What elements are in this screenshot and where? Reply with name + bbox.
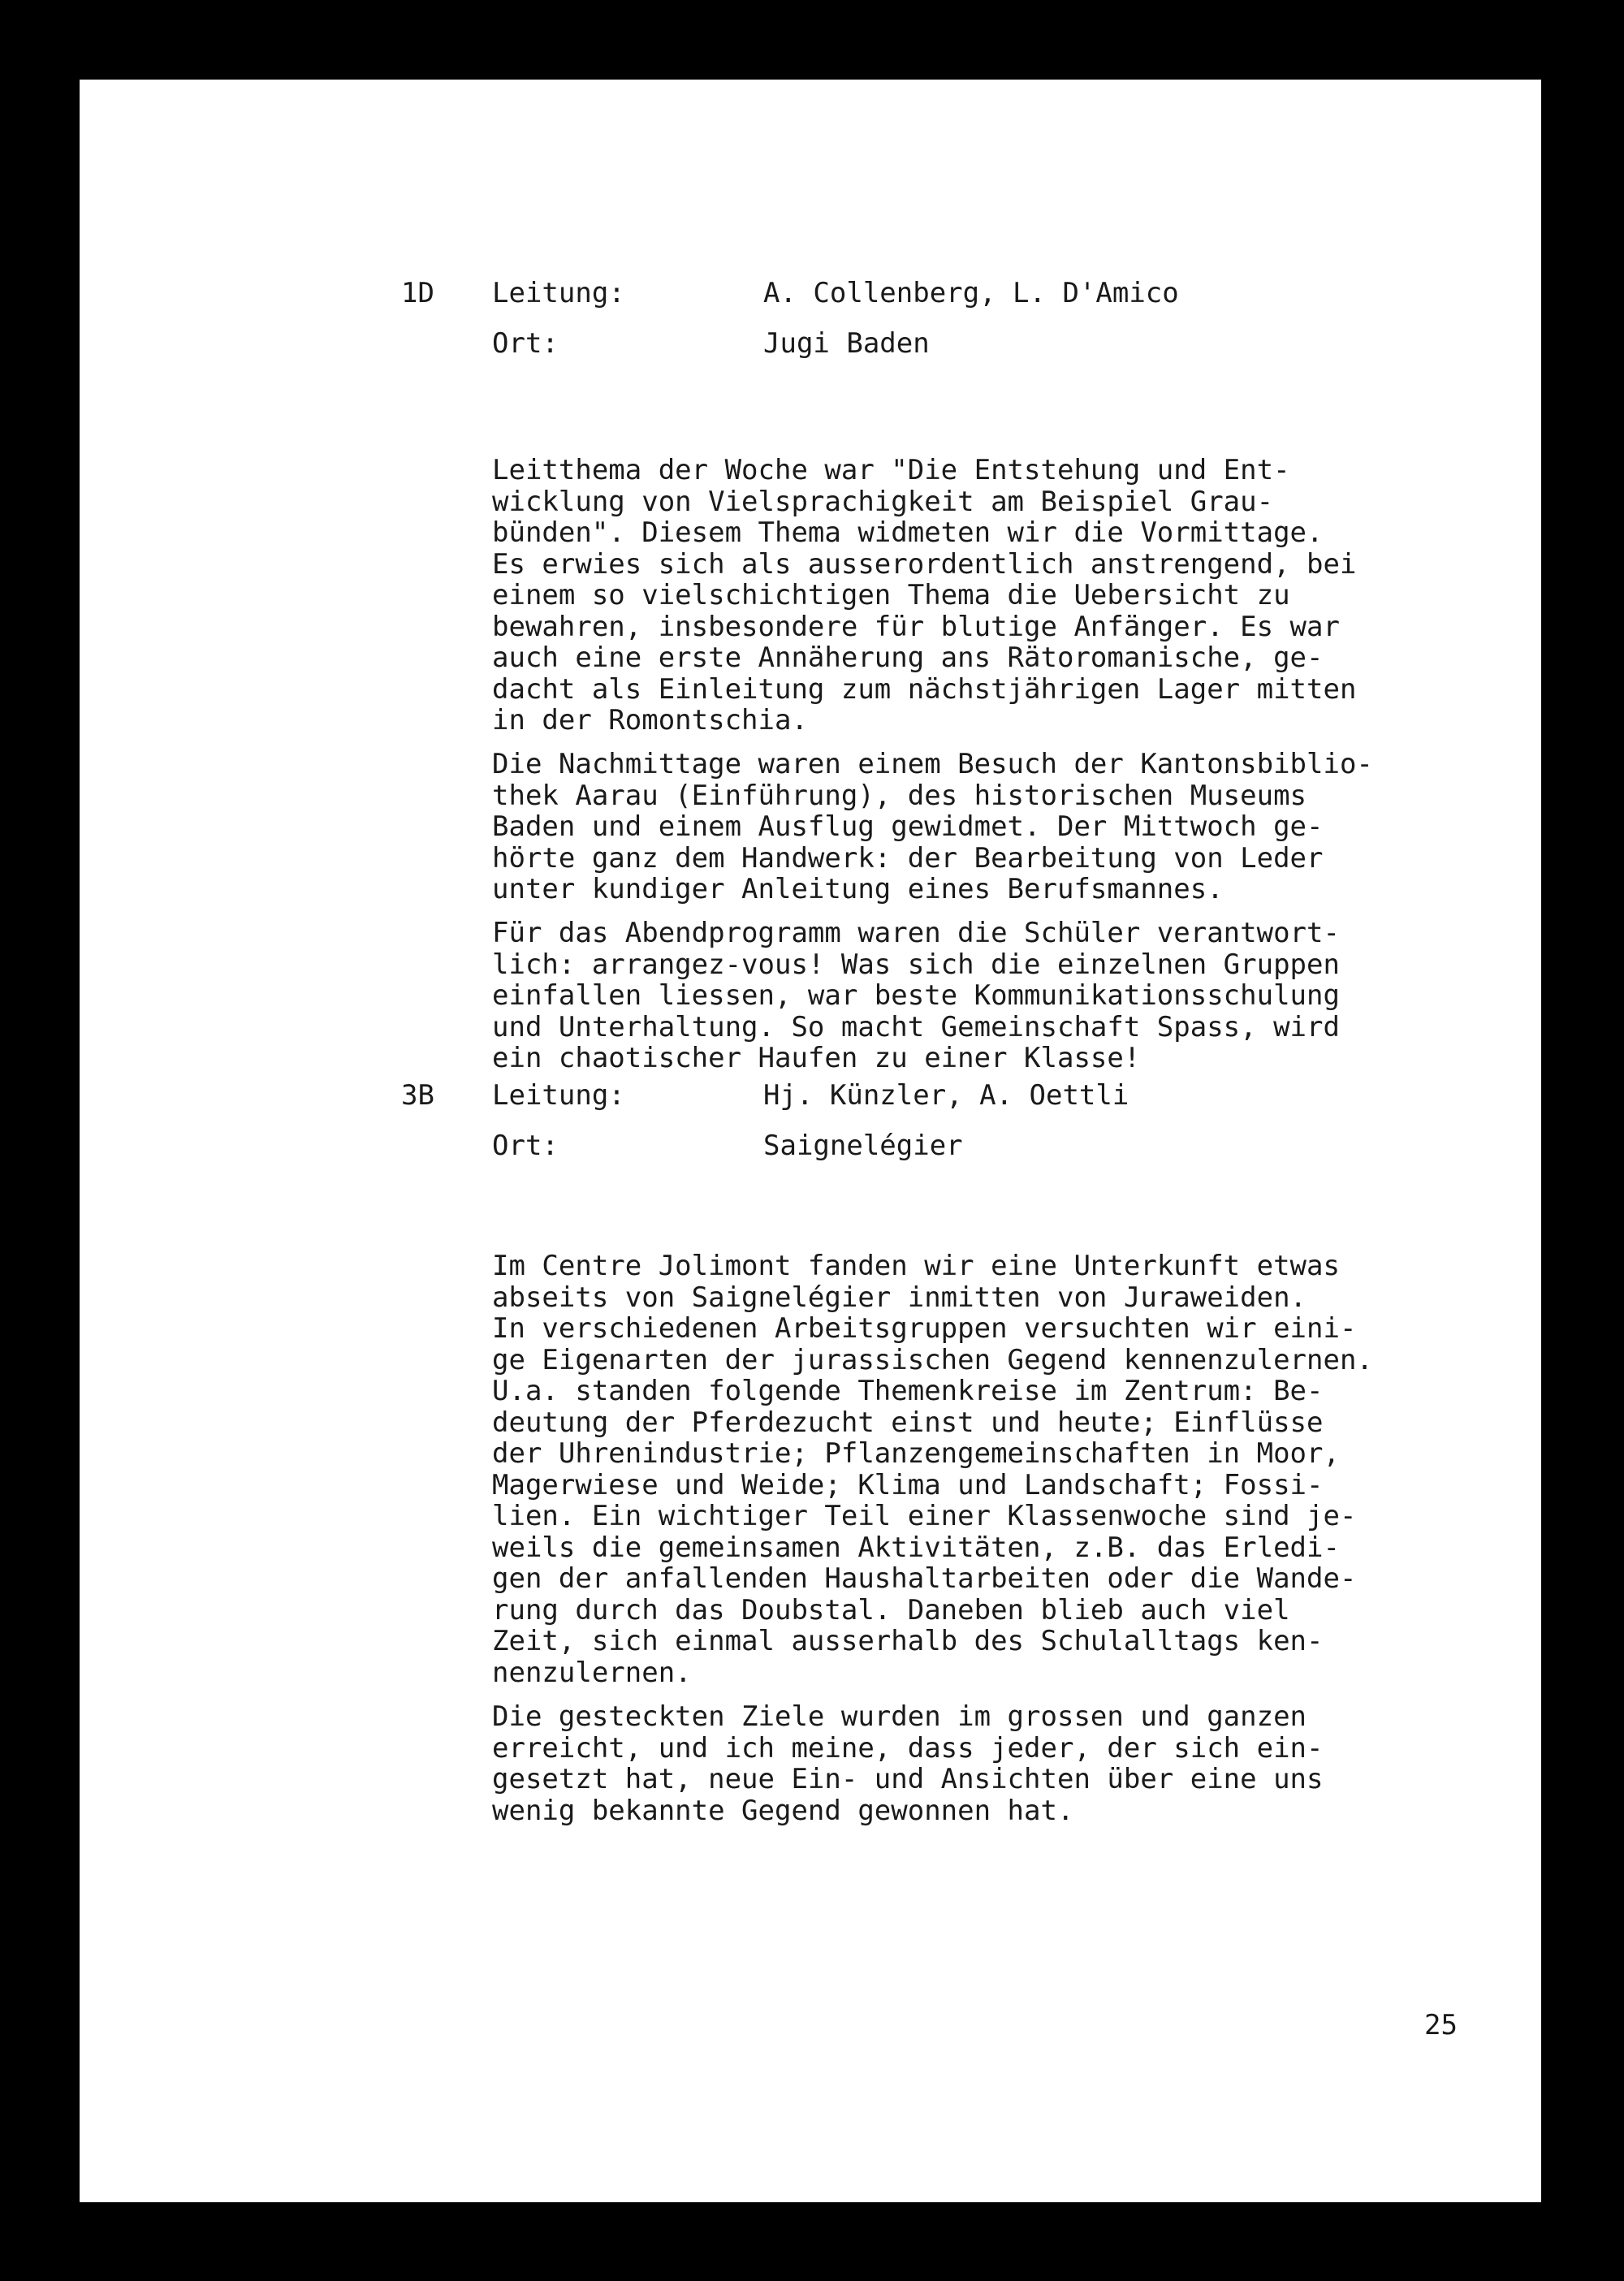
paragraph: Für das Abendprogramm waren die Schüler verantwort- lich: arrangez-vous! Was sich die einzelnen Gruppen einfallen liessen, war beste Kommunikationsschulung und Unterhaltung. So macht Gemeinschaft Spass, wird ein chaotischer Haufen zu einer Klasse! <box>492 917 1340 1074</box>
leitung-label: Leitung: <box>492 1079 625 1112</box>
page-number: 25 <box>1424 2009 1458 2041</box>
section-1d <box>80 268 1541 1074</box>
ort-value: Saignelégier <box>763 1130 963 1162</box>
ort-row <box>80 1121 1541 1171</box>
leitung-row <box>80 1070 1541 1121</box>
leitung-value: A. Collenberg, L. D'Amico <box>763 277 1179 309</box>
paragraph: Die gesteckten Ziele wurden im grossen und ganzen erreicht, und ich meine, dass jeder, der sich ein- gesetzt hat, neue Ein- und Ansichten über eine uns wenig bekannte Gegend gewonnen hat. <box>492 1700 1324 1827</box>
leitung-label: Leitung: <box>492 277 625 309</box>
leitung-value: Hj. Künzler, A. Oettli <box>763 1079 1129 1112</box>
document-page <box>80 80 1541 2202</box>
paragraph: Die Nachmittage waren einem Besuch der Kantonsbiblio- thek Aarau (Einführung), des historischen Museums Baden und einem Ausflug gewidmet. Der Mittwoch ge- hörte ganz dem Handwerk: der Bearbeitung von Leder unter kundiger Anleitung eines Berufsmannes. <box>492 748 1373 905</box>
section-3b <box>80 1070 1541 1827</box>
section-code: 3B <box>401 1079 434 1112</box>
ort-label: Ort: <box>492 1130 559 1162</box>
ort-label: Ort: <box>492 327 559 360</box>
paragraph: Im Centre Jolimont fanden wir eine Unterkunft etwas abseits von Saignelégier inmitten von Juraweiden. In verschiedenen Arbeitsgruppen versuchten wir eini- ge Eigenarten der jurassischen Gegend kennenzulernen. U.a. standen folgende Themenkreise im Zentrum: Be- deutung der Pferdezucht einst und heute; Einflüsse der Uhrenindustrie; Pflanzengemeinschaften in Moor, Magerwiese und Weide; Klima und Landschaft; Fossi- lien. Ein wichtiger Teil einer Klassenwoche sind je- weils die gemeinsamen Aktivitäten, z.B. das Erledi- gen der anfallenden Haushaltarbeiten oder die Wande- rung durch das Doubstal. Daneben blieb auch viel Zeit, sich einmal ausserhalb des Schulalltags ken- nenzulernen. <box>492 1250 1373 1689</box>
paragraph: Leitthema der Woche war "Die Entstehung und Ent- wicklung von Vielsprachigkeit am Beispiel Grau- bünden". Diesem Thema widmeten wir die Vormittage. Es erwies sich als ausserordentlich anstrengend, bei einem so vielschichtigen Thema die Uebersicht zu bewahren, insbesondere für blutige Anfänger. Es war auch eine erste Annäherung ans Rätoromanische, ge- dacht als Einleitung zum nächstjährigen Lager mitten in der Romontschia. <box>492 454 1357 737</box>
ort-value: Jugi Baden <box>763 327 930 360</box>
leitung-row <box>80 268 1541 318</box>
section-code: 1D <box>401 277 434 309</box>
ort-row <box>80 318 1541 369</box>
